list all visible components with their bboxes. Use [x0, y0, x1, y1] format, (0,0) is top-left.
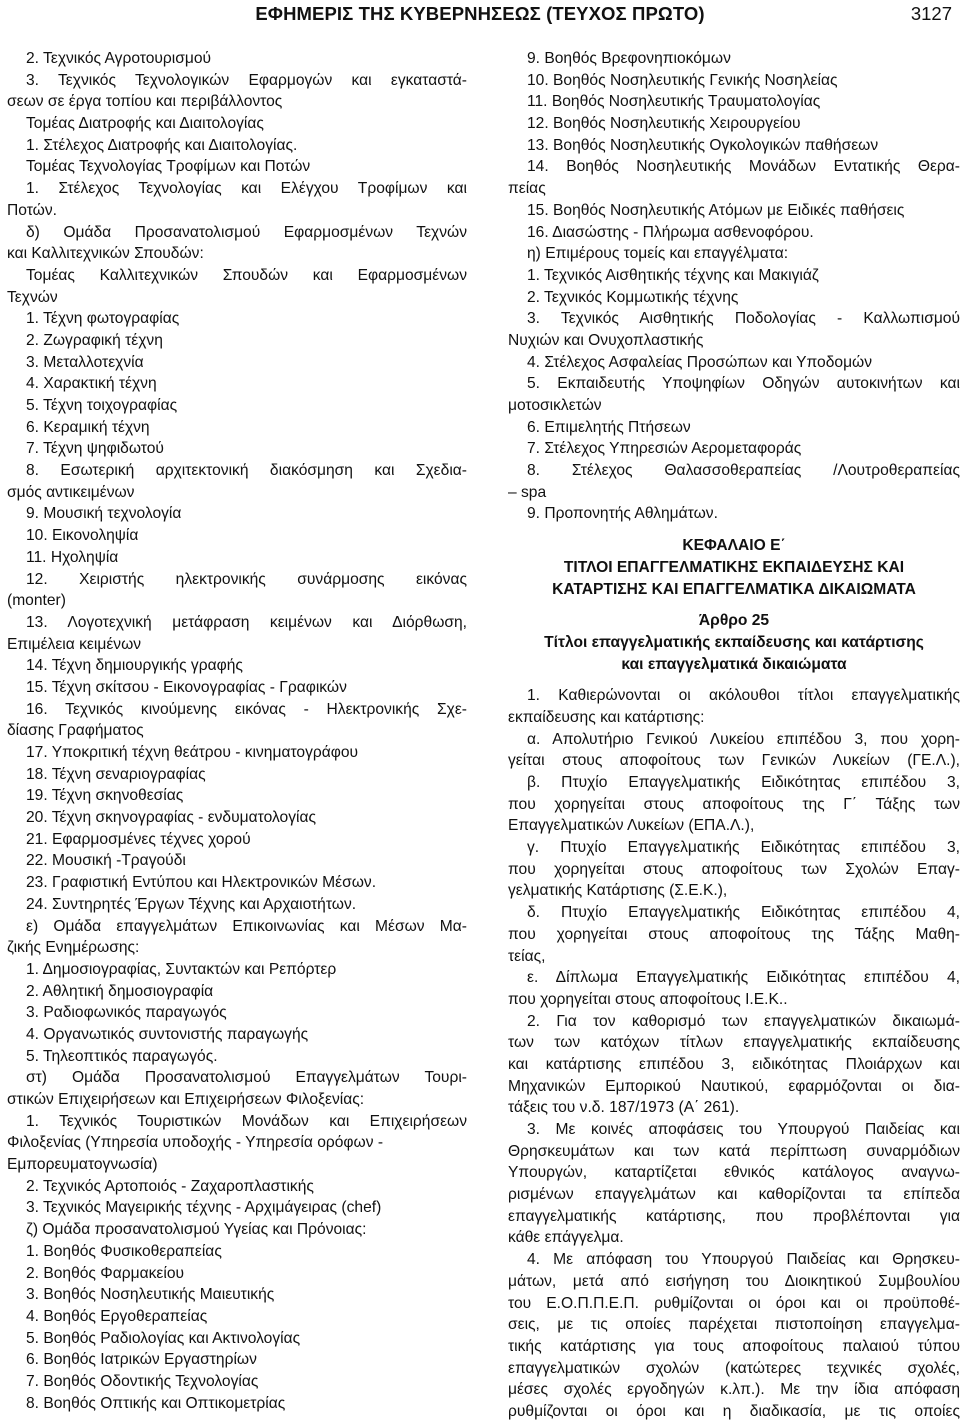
text-line: 21. Εφαρμοσμένες τέχνες χορού: [26, 830, 251, 848]
text-line: Επαγγελματικών Λυκείων (ΕΠΑ.Λ.),: [508, 817, 755, 835]
text-line: 6. Κεραμική τέχνη: [26, 418, 150, 436]
text-line: 1. Στέλεχος Διατροφής και Διαιτολογίας.: [26, 136, 298, 154]
text-line: επαγγελματικών σχολών (κατώτερες τεχνικές σχολές,: [508, 1359, 960, 1377]
text-line: Θρησκευμάτων και των κατά περίπτωση συναρμόδιων: [508, 1142, 960, 1160]
text-line: 1. Δημοσιογραφίας, Συντακτών και Ρεπόρτερ: [26, 960, 337, 978]
text-line: στ) Ομάδα Προσανατολισμού Επαγγελμάτων Τουρι-: [26, 1069, 467, 1087]
heading-line: Τίτλοι επαγγελματικής εκπαίδευσης και κατάρτισης: [544, 633, 924, 651]
text-line: στικών Επιχειρήσεων και Επιχειρήσεων Φιλοξενίας:: [7, 1091, 365, 1108]
text-line: 8. Βοηθός Οπτικής και Οπτικομετρίας: [26, 1394, 286, 1412]
text-line: 15. Βοηθός Νοσηλευτικής Ατόμων με Ειδικές παθήσεις: [527, 201, 905, 219]
text-line: 4. Στέλεχος Ασφαλείας Προσώπων και Υποδομών: [527, 353, 873, 371]
text-line: ρυθμίζονται οι όροι και η διαδικασία, με τις οποίες: [508, 1402, 960, 1420]
text-line: 9. Βοηθός Βρεφονηπιοκόμων: [527, 50, 731, 67]
text-line: 1. Τέχνη φωτογραφίας: [26, 310, 180, 328]
text-line: που χορηγείται στους αποφοίτους των Σχολών Επαγ-: [508, 860, 960, 878]
text-line: (monter): [7, 592, 66, 610]
page-header: [0, 0, 960, 30]
text-line: 5. Τηλεοπτικός παραγωγός.: [26, 1047, 218, 1065]
text-line: ζ) Ομάδα προσανατολισμού Υγείας και Πρόνοιας:: [26, 1221, 367, 1239]
text-line: 3. Βοηθός Νοσηλευτικής Μαιευτικής: [26, 1286, 275, 1304]
text-line: 2. Αθλητική δημοσιογραφία: [26, 982, 214, 1000]
text-line: 3. Τεχνικός Αισθητικής Ποδολογίας - Καλλωπισμού: [527, 310, 960, 328]
gazette-title: ΕΦΗΜΕΡΙΣ ΤΗΣ ΚΥΒΕΡΝΗΣΕΩΣ (ΤΕΥΧΟΣ ΠΡΩΤΟ): [255, 3, 705, 24]
text-line: Υπουργών, καταρτίζεται εθνικός κατάλογος αναγνω-: [508, 1164, 960, 1182]
text-line: 10. Εικονοληψία: [26, 527, 139, 545]
text-line: 3. Ραδιοφωνικός παραγωγός: [26, 1004, 227, 1022]
text-line: 9. Προπονητής Αθλημάτων.: [527, 505, 718, 523]
text-line: των των κατόχων τίτλων επαγγελματικής εκπαίδευσης: [508, 1034, 960, 1052]
text-line: Επιμέλεια κειμένων: [7, 635, 142, 653]
text-line: 7. Στέλεχος Υπηρεσιών Αερομεταφοράς: [527, 440, 802, 458]
text-line: 12. Χειριστής ηλεκτρονικής συνάρμοσης εικόνας: [26, 570, 467, 588]
text-line: 1. Καθιερώνονται οι ακόλουθοι τίτλοι επαγγελματικής: [527, 687, 960, 705]
spacer: [508, 675, 960, 685]
text-line: δ) Ομάδα Προσανατολισμού Εφαρμοσμένων Τεχνών: [26, 223, 467, 241]
text-line: κάθε επάγγελμα.: [508, 1229, 624, 1247]
text-line: 3. Μεταλλοτεχνία: [26, 353, 144, 371]
text-line: 1. Τεχνικός Αισθητικής τέχνης και Μακιγιάζ: [527, 266, 819, 284]
text-line: Τομέας Διατροφής και Διαιτολογίας: [26, 115, 264, 133]
spacer: [508, 600, 960, 610]
text-line: Νυχιών και Ονυχοπλαστικής: [508, 331, 704, 349]
text-line: 2. Για τον καθορισμό των επαγγελματικών δικαιωμά-: [527, 1012, 960, 1030]
left-column: [7, 48, 467, 1414]
spacer: [508, 525, 960, 535]
text-line: τάξεις του ν.δ. 187/1973 (Α΄ 261).: [508, 1099, 740, 1117]
text-line: 7. Βοηθός Οδοντικής Τεχνολογίας: [26, 1372, 259, 1390]
text-line: μέσες σχολές εργοδηγών κ.λπ.). Με την ίδια απόφαση: [508, 1381, 960, 1399]
text-line: γελματικής Κατάρτισης (Σ.Ε.Κ.),: [508, 882, 728, 900]
text-line: 5. Τέχνη τοιχογραφίας: [26, 397, 178, 414]
text-line: 8. Εσωτερική αρχιτεκτονική διακόσμηση και Σχεδια-: [26, 462, 467, 480]
text-line: που χορηγείται στους αποφοίτους της Τάξης Μαθη-: [508, 925, 960, 943]
text-line: ε. Δίπλωμα Επαγγελματικής Ειδικότητας επιπέδου 4,: [527, 969, 960, 987]
text-line: Μηχανικών Εμπορικού Ναυτικού, εφαρμόζονται οι δια-: [508, 1077, 960, 1095]
text-line: 4. Με απόφαση του Υπουργού Παιδείας και Θρησκευ-: [527, 1251, 960, 1269]
heading-line: και επαγγελματικά δικαιώματα: [621, 655, 847, 673]
text-line: δίασης Γραφήματος: [7, 722, 144, 740]
text-line: 16. Τεχνικός κινούμενης εικόνας - Ηλεκτρονικής Σχε-: [26, 700, 467, 718]
text-line: 6. Βοηθός Ιατρικών Εργαστηρίων: [26, 1351, 257, 1369]
text-line: 10. Βοηθός Νοσηλευτικής Γενικής Νοσηλείας: [527, 71, 838, 89]
text-line: μάτων, μετά από εισήγηση του Διοικητικού Συμβουλίου: [508, 1272, 960, 1290]
text-line: τικής κατάρτισης για τους αποφοίτους παλαιού τύπου: [508, 1337, 960, 1355]
text-line: 24. Συντηρητές Έργων Τέχνης και Αρχαιοτήτων.: [26, 895, 357, 913]
text-line: και κατάρτισης επιπέδου 3, ειδικότητας Πλοιάρχων και: [508, 1055, 960, 1073]
text-line: 20. Τέχνη σκηνογραφίας - ενδυματολογίας: [26, 809, 316, 827]
text-line: 3. Τεχνικός Μαγειρικής τέχνης - Αρχιμάγειρας (chef): [26, 1199, 382, 1217]
text-line: μοτοσικλετών: [508, 397, 602, 414]
text-line: γείται στους αποφοίτους των Γενικών Λυκείων (ΓΕ.Λ.),: [508, 752, 960, 770]
text-line: 4. Βοηθός Εργοθεραπείας: [26, 1307, 208, 1325]
text-line: 13. Βοηθός Νοσηλευτικής Ογκολογικών παθήσεων: [527, 136, 879, 154]
text-line: 14. Τέχνη δημιουργικής γραφής: [26, 657, 243, 675]
text-line: 1. Στέλεχος Τεχνολογίας και Ελέγχου Τροφίμων και: [26, 180, 467, 198]
text-line: και Καλλιτεχνικών Σπουδών:: [7, 245, 204, 263]
text-line: που χορηγείται στους αποφοίτους Ι.Ε.Κ..: [508, 990, 788, 1008]
heading-line: ΚΑΤΑΡΤΙΣΗΣ ΚΑΙ ΕΠΑΓΓΕΛΜΑΤΙΚΑ ΔΙΚΑΙΩΜΑΤΑ: [552, 580, 916, 598]
text-line: που χορηγείται στους αποφοίτους της Γ΄ Τάξης των: [508, 795, 960, 813]
text-line: 9. Μουσική τεχνολογία: [26, 505, 182, 523]
text-line: Ποτών.: [7, 201, 57, 219]
heading-line: ΚΕΦΑΛΑΙΟ Ε΄: [682, 537, 786, 555]
text-line: ε) Ομάδα επαγγελμάτων Επικοινωνίας και Μέσων Μα-: [26, 917, 467, 935]
text-line: 4. Οργανωτικός συντονιστής παραγωγής: [26, 1025, 309, 1043]
text-line: 2. Βοηθός Φαρμακείου: [26, 1264, 185, 1282]
text-line: Εμπορευματογνωσία): [7, 1156, 158, 1174]
text-line: 14. Βοηθός Νοσηλευτικής Μονάδων Εντατικής Θερα-: [527, 158, 960, 176]
text-line: 11. Βοηθός Νοσηλευτικής Τραυματολογίας: [527, 93, 821, 111]
text-line: 5. Εκπαιδευτής Υποψηφίων Οδηγών αυτοκινήτων και: [527, 375, 960, 393]
text-line: δ. Πτυχίο Επαγγελματικής Ειδικότητας επιπέδου 4,: [527, 904, 960, 922]
text-line: 16. Διασώστης - Πλήρωμα ασθενοφόρου.: [527, 223, 814, 241]
page-number: 3127: [910, 3, 952, 24]
text-line: 3. Τεχνικός Τεχνολογικών Εφαρμογών και εγκαταστά-: [26, 71, 467, 89]
text-line: 8. Στέλεχος Θαλασσοθεραπείας /Λουτροθεραπείας: [527, 462, 960, 480]
text-line: Τομέας Καλλιτεχνικών Σπουδών και Εφαρμοσμένων: [26, 266, 467, 284]
text-line: 7. Τέχνη ψηφιδωτού: [26, 440, 164, 458]
text-line: 2. Ζωγραφική τέχνη: [26, 331, 163, 349]
heading-line: ΤΙΤΛΟΙ ΕΠΑΓΓΕΛΜΑΤΙΚΗΣ ΕΚΠΑΙΔΕΥΣΗΣ ΚΑΙ: [563, 558, 905, 576]
text-line: 2. Τεχνικός Αγροτουρισμού: [26, 50, 212, 67]
text-line: 4. Χαρακτική τέχνη: [26, 375, 157, 393]
text-line: 1. Τεχνικός Τουριστικών Μονάδων και Επιχειρήσεων: [26, 1112, 467, 1130]
text-line: γ. Πτυχίο Επαγγελματικής Ειδικότητας επιπέδου 3,: [527, 839, 960, 857]
text-line: 13. Λογοτεχνική μετάφραση κειμένων και Διόρθωση,: [26, 613, 467, 631]
text-line: ζικής Ενημέρωσης:: [7, 939, 140, 957]
text-line: ρισμένων επαγγελμάτων και καθορίζονται τα επίπεδα: [508, 1186, 960, 1204]
text-line: Τομέας Τεχνολογίας Τροφίμων και Ποτών: [26, 158, 311, 176]
text-line: πείας: [508, 180, 546, 198]
text-line: – spa: [508, 483, 547, 501]
text-line: 22. Μουσική -Τραγούδι: [26, 852, 186, 870]
text-line: 2. Τεχνικός Αρτοποιός - Ζαχαροπλαστικής: [26, 1177, 314, 1195]
text-line: 1. Βοηθός Φυσικοθεραπείας: [26, 1242, 222, 1260]
text-line: 11. Ηχοληψία: [26, 548, 119, 566]
text-line: 19. Τέχνη σκηνοθεσίας: [26, 787, 184, 805]
text-line: 18. Τέχνη σεναριογραφίας: [26, 765, 206, 783]
text-line: β. Πτυχίο Επαγγελματικής Ειδικότητας επιπέδου 3,: [527, 774, 960, 791]
text-line: σεις, με τις οποίες παρέχεται πιστοποίηση επαγγελμα-: [508, 1316, 960, 1334]
text-line: του Ε.Ο.Π.Π.Ε.Π. ρυθμίζονται οι όροι και οι προϋποθέ-: [508, 1294, 960, 1312]
text-line: Φιλοξενίας (Υπηρεσία υποδοχής - Υπηρεσία ορόφων -: [7, 1134, 384, 1152]
text-line: σεων σε έργα τοπίου και περιβάλλοντος: [7, 93, 283, 111]
text-line: 12. Βοηθός Νοσηλευτικής Χειρουργείου: [527, 115, 801, 133]
text-line: εκπαίδευσης και κατάρτισης:: [508, 708, 705, 726]
text-line: τείας,: [508, 947, 546, 965]
text-line: 17. Υποκριτική τέχνη θεάτρου - κινηματογράφου: [26, 744, 359, 761]
text-line: 3. Με κοινές αποφάσεις του Υπουργού Παιδείας και: [527, 1121, 960, 1138]
text-line: 23. Γραφιστική Εντύπου και Ηλεκτρονικών Μέσων.: [26, 874, 377, 892]
text-line: 15. Τέχνη σκίτσου - Εικονογραφίας - Γραφικών: [26, 678, 347, 696]
text-line: Τεχνών: [7, 288, 58, 306]
text-line: 5. Βοηθός Ραδιολογίας και Ακτινολογίας: [26, 1329, 301, 1347]
text-line: η) Επιμέρους τομείς και επαγγέλματα:: [527, 245, 789, 263]
text-line: α. Απολυτήριο Γενικού Λυκείου επιπέδου 3, που χορη-: [527, 730, 960, 748]
text-line: 2. Τεχνικός Κομμωτικής τέχνης: [527, 288, 739, 306]
text-line: σμός αντικειμένων: [7, 483, 135, 501]
right-column: [508, 48, 960, 1423]
heading-line: Άρθρο 25: [698, 612, 770, 630]
text-line: επαγγελματικής κατάρτισης, που προβλέπονται για: [508, 1207, 960, 1225]
text-line: 6. Επιμελητής Πτήσεων: [527, 418, 691, 436]
